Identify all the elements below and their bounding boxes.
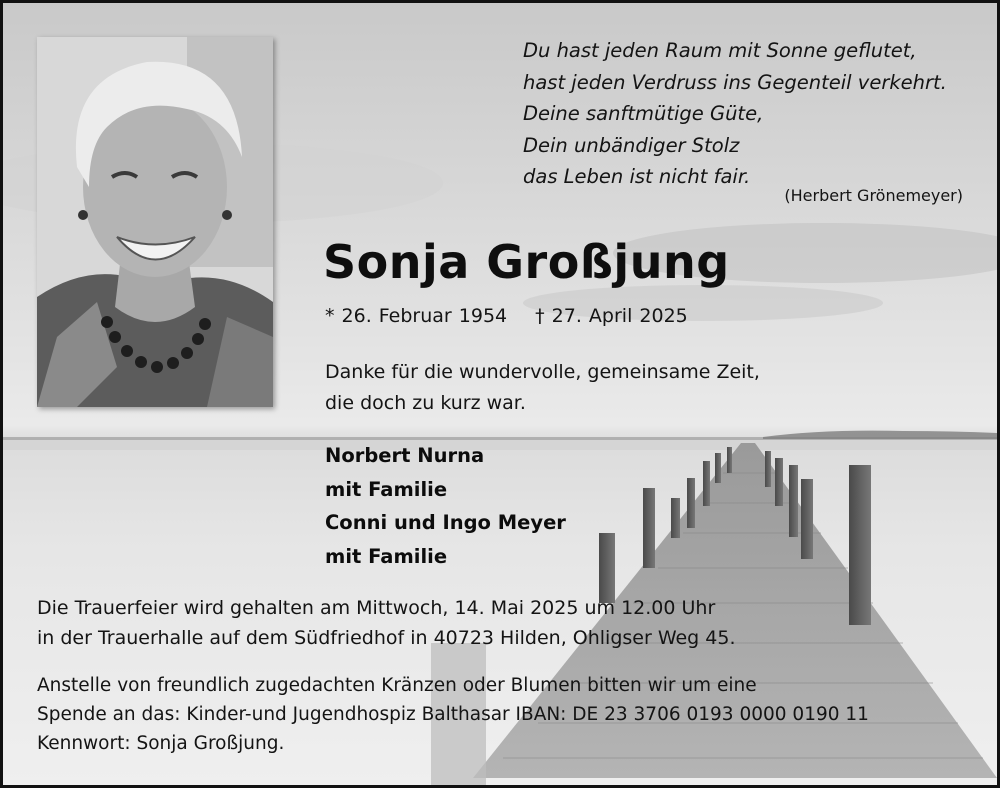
deceased-name: Sonja Großjung: [323, 235, 730, 289]
mourner: Conni und Ingo Meyer: [325, 511, 566, 534]
birth-date: * 26. Februar 1954: [325, 305, 508, 327]
portrait-photo: [37, 37, 273, 407]
life-dates: [325, 305, 688, 327]
donation-line: Spende an das: Kinder-und Jugendhospiz Balthasar IBAN: DE 23 3706 0193 0000 0190 11: [37, 704, 869, 725]
donation-info: [37, 671, 869, 758]
service-line: Die Trauerfeier wird gehalten am Mittwoch, 14. Mai 2025 um 12.00 Uhr: [37, 597, 716, 619]
portrait-illustration: [37, 37, 273, 407]
thanks-line: die doch zu kurz war.: [325, 392, 526, 414]
funeral-service-info: [37, 593, 736, 653]
thanks-line: Danke für die wundervolle, gemeinsame Zeit,: [325, 361, 760, 383]
quote-block: [523, 35, 947, 193]
quote-line: Dein unbändiger Stolz: [523, 133, 740, 157]
service-line: in der Trauerhalle auf dem Südfriedhof in 40723 Hilden, Ohligser Weg 45.: [37, 627, 736, 649]
quote-line: das Leben ist nicht fair.: [523, 165, 751, 188]
thanks-message: [325, 357, 760, 419]
mourners-list: [325, 439, 566, 573]
death-date: † 27. April 2025: [535, 305, 688, 327]
quote-author: (Herbert Grönemeyer): [784, 186, 963, 205]
mourner: mit Familie: [325, 544, 448, 568]
mourner: Norbert Nurna: [325, 444, 485, 467]
quote-line: Deine sanftmütige Güte,: [523, 102, 764, 125]
quote-line: hast jeden Verdruss ins Gegenteil verkehrt.: [523, 70, 947, 94]
quote-line: Du hast jeden Raum mit Sonne geflutet,: [523, 39, 917, 62]
donation-line: Anstelle von freundlich zugedachten Kränzen oder Blumen bitten wir um eine: [37, 675, 757, 696]
donation-line: Kennwort: Sonja Großjung.: [37, 733, 285, 754]
mourner: mit Familie: [325, 477, 448, 501]
